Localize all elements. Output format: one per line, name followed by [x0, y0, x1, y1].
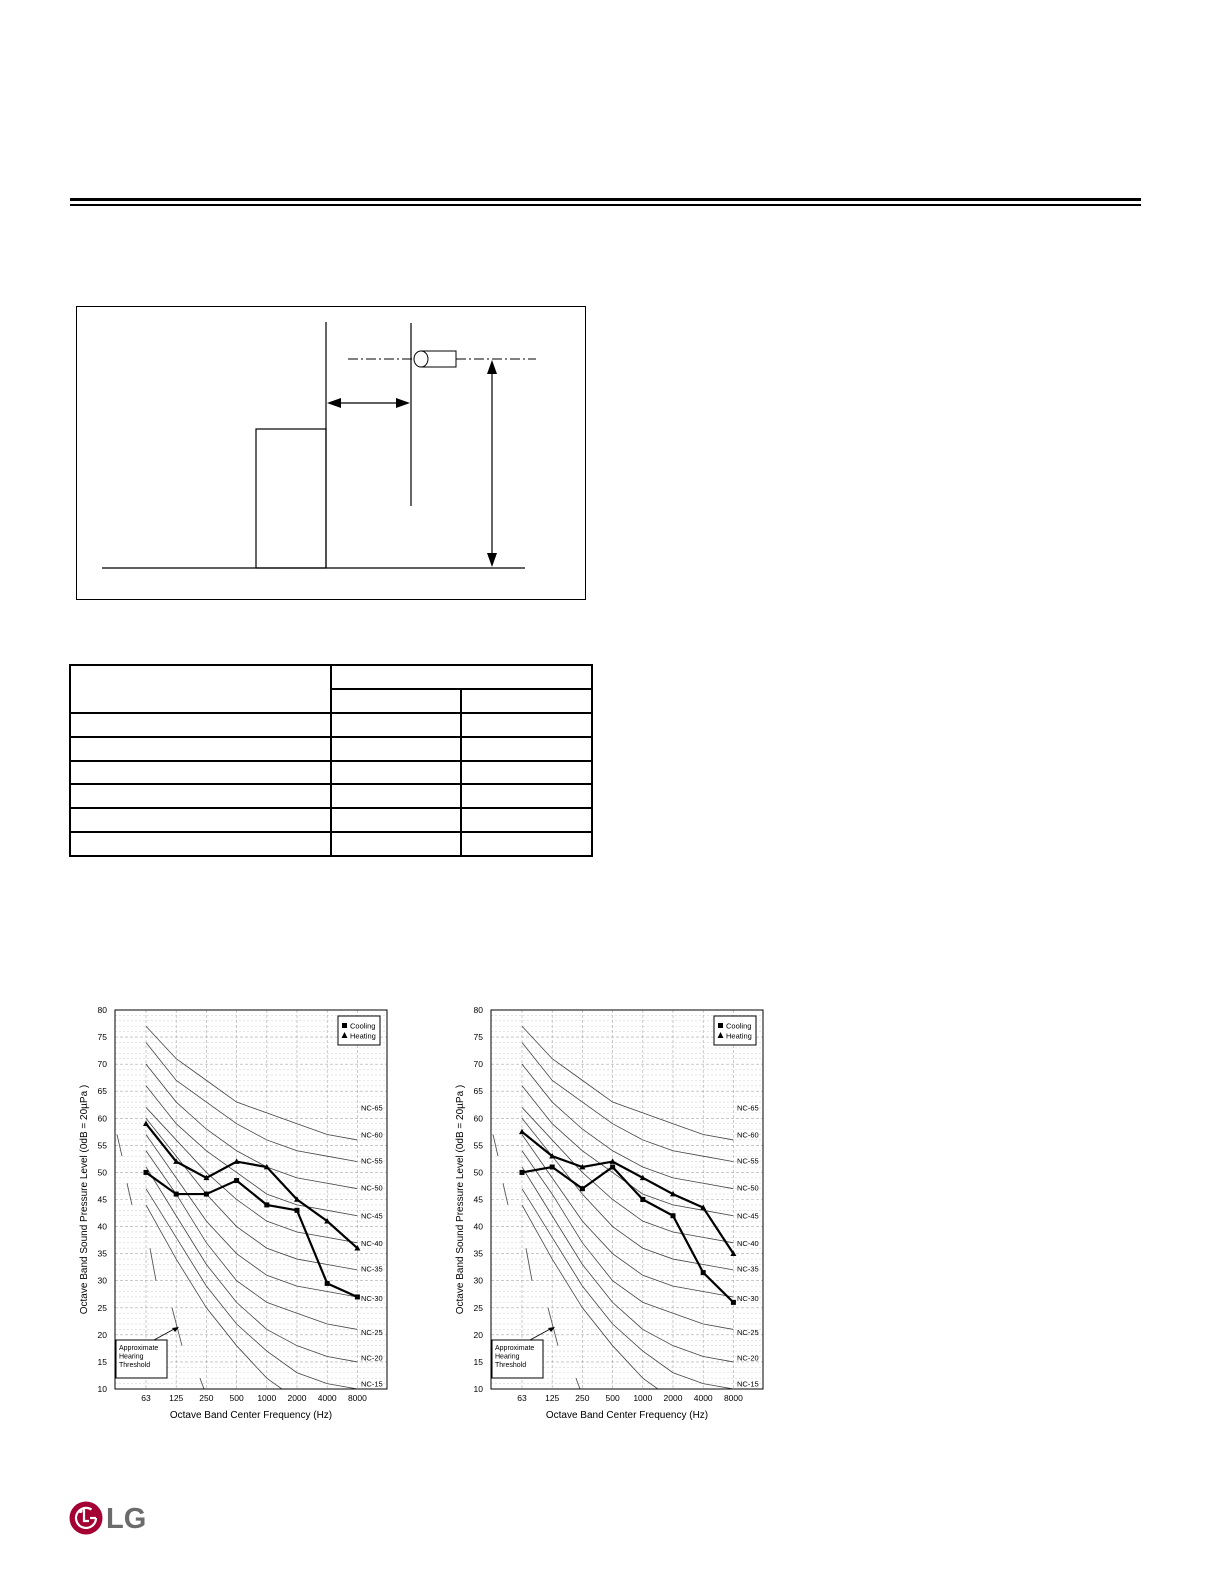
y-tick-label: 25 [473, 1302, 483, 1313]
annotation-leader [154, 1328, 176, 1340]
legend-label-heating: Heating [726, 1031, 752, 1041]
y-tick-label: 40 [97, 1221, 107, 1232]
y-tick-label: 55 [97, 1140, 107, 1151]
data-point-cooling [264, 1202, 269, 1207]
table-header-row [70, 665, 592, 689]
data-point-cooling [355, 1294, 360, 1299]
nc-curve-label: NC-40 [361, 1238, 383, 1248]
table-cell [331, 832, 461, 856]
x-tick-label: 125 [169, 1393, 184, 1403]
annotation-text: Threshold [119, 1362, 151, 1369]
nc-curve [522, 1205, 733, 1416]
table-cell [331, 737, 461, 761]
legend-label-cooling: Cooling [350, 1021, 376, 1031]
legend-marker-cooling [342, 1023, 347, 1028]
data-point-cooling [174, 1192, 179, 1197]
sound-pressure-table [69, 664, 593, 857]
table-cell [70, 737, 331, 761]
nc-curve-label: NC-15 [361, 1379, 383, 1389]
table-cell [461, 808, 592, 832]
lg-logo [69, 1498, 159, 1538]
chart-legend [338, 1016, 380, 1045]
nc-curve-label: NC-20 [737, 1353, 759, 1363]
data-point-cooling [550, 1165, 555, 1170]
nc-curve-label: NC-20 [361, 1353, 383, 1363]
table-row [70, 737, 592, 761]
nc-curve-label: NC-40 [737, 1238, 759, 1248]
data-point-heating [519, 1129, 525, 1135]
y-tick-label: 50 [473, 1167, 483, 1178]
x-axis-title: Octave Band Center Frequency (Hz) [169, 1410, 333, 1421]
lg-logo-circle [70, 1502, 103, 1535]
y-tick-label: 60 [97, 1113, 107, 1124]
y-tick-label: 65 [97, 1086, 107, 1097]
x-tick-label: 1000 [257, 1393, 277, 1403]
nc-curve-label: NC-60 [361, 1130, 383, 1140]
x-axis-title: Octave Band Center Frequency (Hz) [545, 1410, 709, 1421]
data-point-cooling [520, 1170, 525, 1175]
y-tick-label: 10 [473, 1384, 483, 1394]
legend-box [338, 1016, 380, 1045]
data-point-cooling [204, 1192, 209, 1197]
nc-curve-label: NC-35 [361, 1264, 383, 1274]
series-line-heating [522, 1132, 733, 1254]
chart-legend [714, 1016, 756, 1045]
nc-curve-label: NC-45 [361, 1211, 383, 1221]
header-rule-thin [70, 204, 1141, 206]
x-tick-label: 125 [545, 1393, 560, 1403]
x-tick-label: 8000 [347, 1393, 367, 1403]
nc-curve-label: NC-45 [737, 1211, 759, 1221]
x-tick-label: 500 [229, 1393, 244, 1403]
y-tick-label: 75 [97, 1032, 107, 1043]
x-tick-label: 1000 [633, 1393, 653, 1403]
annotation-text: Approximate [119, 1345, 159, 1352]
nc-curve [146, 1026, 357, 1140]
nc-curve-label: NC-25 [737, 1328, 759, 1338]
y-tick-label: 55 [473, 1140, 483, 1151]
data-point-cooling [144, 1170, 149, 1175]
nc-curve-label: NC-15 [737, 1379, 759, 1389]
y-tick-label: 30 [473, 1275, 483, 1286]
x-tick-label: 4000 [317, 1393, 337, 1403]
nc-curve-label: NC-50 [361, 1183, 383, 1193]
y-tick-label: 30 [97, 1275, 107, 1286]
table-cell [70, 808, 331, 832]
data-point-cooling [580, 1186, 585, 1191]
x-tick-label: 2000 [663, 1393, 683, 1403]
nc-curve-label: NC-60 [737, 1130, 759, 1140]
data-point-cooling [671, 1213, 676, 1218]
data-point-cooling [640, 1197, 645, 1202]
microphone-icon [414, 351, 456, 367]
table-row [70, 808, 592, 832]
table-cell [461, 761, 592, 785]
table-header-cell [331, 665, 592, 689]
table-row [70, 832, 592, 856]
nc-curve-label: NC-50 [737, 1183, 759, 1193]
nc-curve [146, 1064, 357, 1189]
nc-chart-right [448, 1000, 788, 1430]
nc-curve-label: NC-35 [737, 1264, 759, 1274]
table-header-cell [70, 665, 331, 713]
legend-marker-cooling [718, 1023, 723, 1028]
header-rule-thick [70, 198, 1141, 201]
lg-logo-mark [69, 1498, 159, 1538]
measurement-position-diagram [76, 306, 586, 600]
annotation-text: Hearing [495, 1353, 520, 1361]
nc-curve [522, 1026, 733, 1140]
table-cell [331, 713, 461, 737]
series-line-cooling [522, 1167, 733, 1302]
y-tick-label: 70 [97, 1059, 107, 1070]
y-tick-label: 20 [97, 1329, 107, 1340]
x-tick-label: 63 [517, 1393, 527, 1403]
x-tick-label: 2000 [287, 1393, 307, 1403]
y-tick-label: 15 [473, 1356, 483, 1367]
annotation-leader [530, 1328, 552, 1340]
table-cell [461, 713, 592, 737]
y-tick-label: 10 [97, 1384, 107, 1394]
nc-curve-label: NC-55 [737, 1156, 759, 1166]
series-line-cooling [146, 1172, 357, 1297]
y-tick-label: 25 [97, 1302, 107, 1313]
x-tick-label: 4000 [693, 1393, 713, 1403]
y-tick-label: 35 [97, 1248, 107, 1259]
table-cell [70, 832, 331, 856]
unit-outline [256, 429, 326, 568]
horizontal-distance-arrow [327, 398, 410, 408]
table-cell [461, 784, 592, 808]
y-tick-label: 75 [473, 1032, 483, 1043]
nc-curve-label: NC-30 [361, 1294, 383, 1304]
nc-chart-left [72, 1000, 412, 1430]
nc-curve-label: NC-55 [361, 1156, 383, 1166]
x-tick-label: 500 [605, 1393, 620, 1403]
annotation-text: Approximate [495, 1345, 535, 1352]
legend-label-heating: Heating [350, 1031, 376, 1041]
y-tick-label: 65 [473, 1086, 483, 1097]
table-subheader-cell [331, 689, 461, 713]
x-tick-label: 250 [199, 1393, 214, 1403]
table-cell [70, 784, 331, 808]
legend-box [714, 1016, 756, 1045]
y-tick-label: 20 [473, 1329, 483, 1340]
data-point-cooling [234, 1178, 239, 1183]
table-row [70, 761, 592, 785]
annotation-text: Hearing [119, 1353, 144, 1361]
table-row [70, 784, 592, 808]
table-cell [70, 761, 331, 785]
x-tick-label: 8000 [723, 1393, 743, 1403]
y-tick-label: 15 [97, 1356, 107, 1367]
annotation-text: Threshold [495, 1362, 527, 1369]
table-cell [331, 784, 461, 808]
table-cell [331, 761, 461, 785]
nc-curve [146, 1205, 357, 1416]
nc-curve [522, 1107, 733, 1242]
nc-curve-label: NC-30 [737, 1294, 759, 1304]
table-cell [331, 808, 461, 832]
nc-curve-label: NC-65 [737, 1103, 759, 1113]
y-axis-title: Octave Band Sound Pressure Level (0dB = 20µPa ) [455, 1084, 466, 1315]
legend-label-cooling: Cooling [726, 1021, 752, 1031]
y-tick-label: 80 [473, 1005, 483, 1015]
data-point-cooling [325, 1281, 330, 1286]
nc-curve-label: NC-25 [361, 1328, 383, 1338]
nc-curve-label: NC-65 [361, 1103, 383, 1113]
y-tick-label: 40 [473, 1221, 483, 1232]
y-tick-label: 45 [473, 1194, 483, 1205]
series-line-heating [146, 1124, 357, 1249]
y-tick-label: 70 [473, 1059, 483, 1070]
y-axis-title: Octave Band Sound Pressure Level (0dB = 20µPa ) [79, 1084, 90, 1315]
data-point-cooling [610, 1165, 615, 1170]
table-cell [461, 737, 592, 761]
x-tick-label: 63 [141, 1393, 151, 1403]
table-subheader-cell [461, 689, 592, 713]
data-point-cooling [701, 1270, 706, 1275]
vertical-height-arrow [487, 360, 497, 567]
diagram-border [77, 307, 586, 600]
table-cell [461, 832, 592, 856]
table-row [70, 713, 592, 737]
data-point-cooling [295, 1208, 300, 1213]
y-tick-label: 50 [97, 1167, 107, 1178]
y-tick-label: 45 [97, 1194, 107, 1205]
lg-logo-text: LG [106, 1503, 147, 1535]
y-tick-label: 60 [473, 1113, 483, 1124]
y-tick-label: 80 [97, 1005, 107, 1015]
data-point-cooling [731, 1300, 736, 1305]
table-cell [70, 713, 331, 737]
x-tick-label: 250 [575, 1393, 590, 1403]
y-tick-label: 35 [473, 1248, 483, 1259]
